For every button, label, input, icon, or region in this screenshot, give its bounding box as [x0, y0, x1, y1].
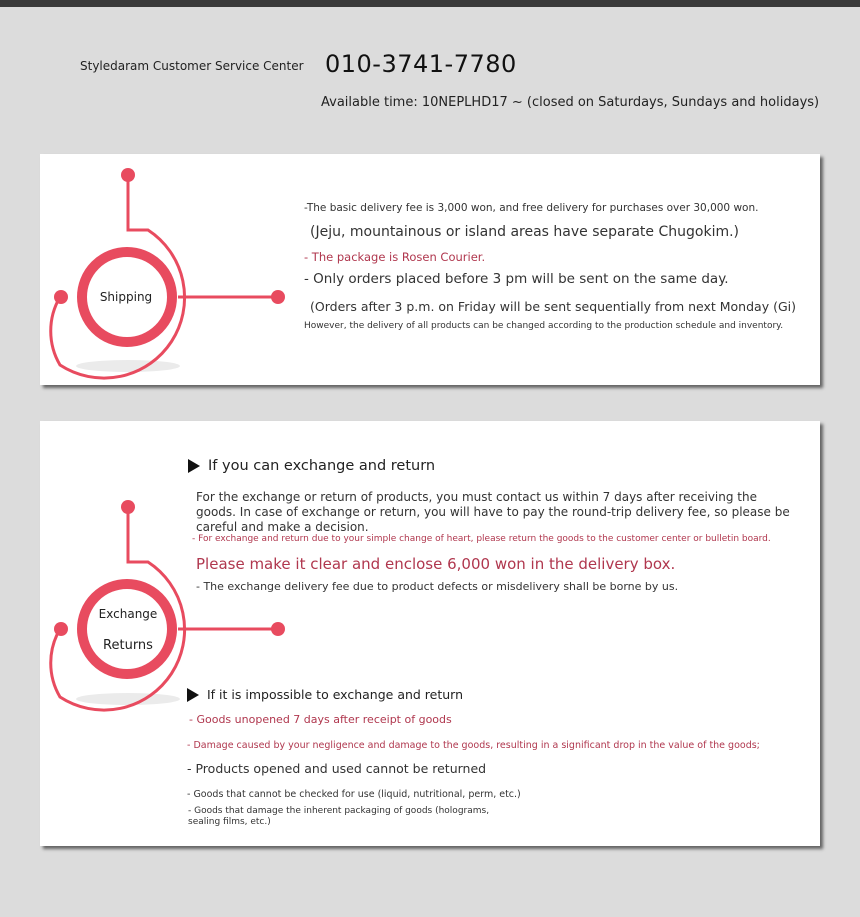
- returns-label-returns: Returns: [103, 638, 153, 653]
- returns-label-exchange: Exchange: [98, 607, 158, 621]
- top-bar: [0, 0, 860, 7]
- shipping-ring-graphic: [40, 154, 300, 385]
- triangle-bullet-icon: [187, 688, 199, 702]
- exchange-impossible-line-4: - Goods that cannot be checked for use (liquid, nutritional, perm, etc.): [187, 789, 521, 800]
- exchange-impossible-line-5: - Goods that damage the inherent packaging of goods (holograms, sealing films, etc.): [188, 806, 490, 827]
- shipping-line-3: - The package is Rosen Courier.: [304, 250, 486, 264]
- exchange-possible-line-2: - For exchange and return due to your simple change of heart, please return the goods to the customer center or bulletin board.: [192, 534, 771, 544]
- exchange-impossible-heading: [187, 687, 463, 702]
- exchange-possible-line-4: - The exchange delivery fee due to product defects or misdelivery shall be borne by us.: [196, 580, 679, 593]
- exchange-impossible-heading-text: If it is impossible to exchange and return: [207, 687, 464, 702]
- shipping-label: Shipping: [99, 290, 153, 304]
- exchange-possible-line-1: For the exchange or return of products, you must contact us within 7 days after receiving the goods. In case of exchange or return, you will have to pay the round-trip delivery fee, so please be careful and make a decision.: [196, 490, 790, 534]
- triangle-bullet-icon: [188, 459, 200, 473]
- shipping-line-4: - Only orders placed before 3 pm will be sent on the same day.: [304, 271, 729, 287]
- shipping-line-5: (Orders after 3 p.m. on Friday will be sent sequentially from next Monday (Gi): [310, 299, 796, 314]
- exchange-impossible-line-1: - Goods unopened 7 days after receipt of goods: [189, 713, 452, 726]
- returns-card: [40, 421, 820, 846]
- shipping-line-1: -The basic delivery fee is 3,000 won, and free delivery for purchases over 30,000 won.: [304, 202, 759, 214]
- exchange-impossible-line-2: - Damage caused by your negligence and damage to the goods, resulting in a significant drop in the value of the goods;: [187, 740, 760, 751]
- shipping-card: [40, 154, 820, 385]
- exchange-possible-line-3: Please make it clear and enclose 6,000 won in the delivery box.: [196, 555, 676, 573]
- exchange-possible-heading-text: If you can exchange and return: [208, 458, 436, 474]
- shipping-line-6: However, the delivery of all products can be changed according to the production schedule and inventory.: [304, 321, 784, 331]
- customer-service-title: Styledaram Customer Service Center: [80, 59, 304, 73]
- exchange-impossible-line-3: - Products opened and used cannot be returned: [187, 761, 487, 776]
- customer-service-phone: 010-3741-7780: [325, 50, 517, 78]
- shipping-line-2: (Jeju, mountainous or island areas have separate Chugokim.): [310, 224, 740, 240]
- exchange-possible-heading: [188, 458, 435, 474]
- customer-service-hours: Available time: 10NEPLHD17 ~ (closed on Saturdays, Sundays and holidays): [321, 95, 820, 110]
